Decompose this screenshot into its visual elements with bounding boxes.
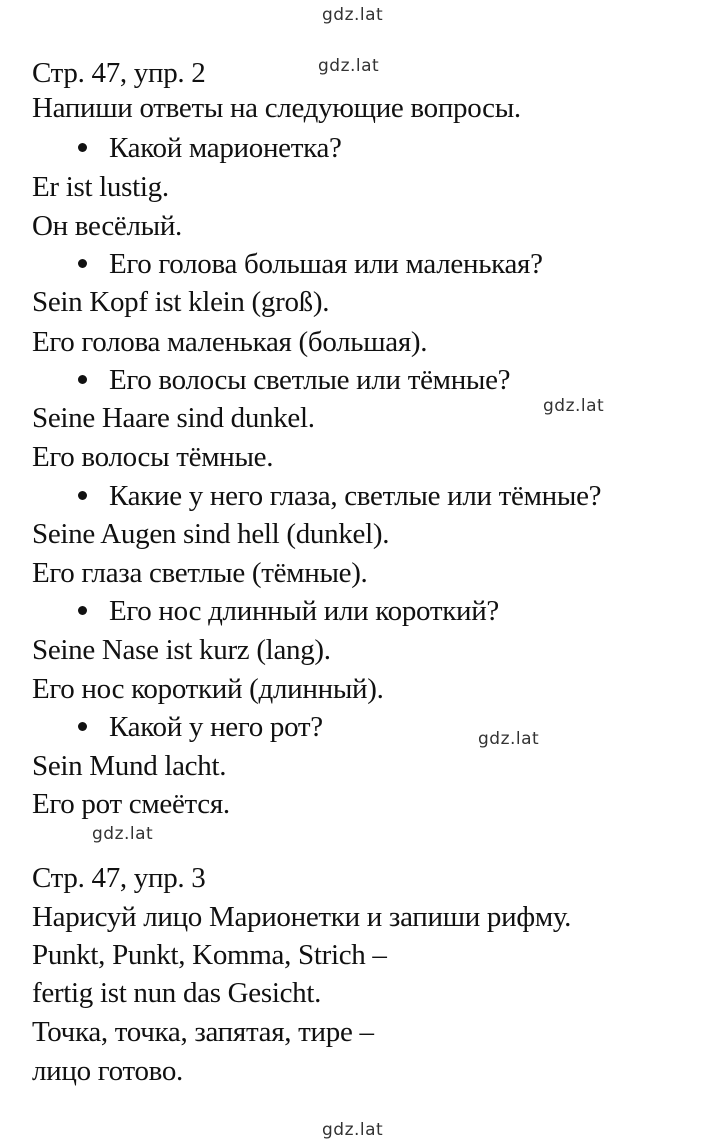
rhyme-line-1: Punkt, Punkt, Komma, Strich – <box>32 939 387 971</box>
answer-de-6: Sein Mund lacht. <box>32 750 227 782</box>
exercise3-header: Стр. 47, упр. 3 <box>32 862 206 894</box>
watermark-left: gdz.lat <box>92 824 154 844</box>
question-5 <box>78 595 499 627</box>
bullet-icon <box>78 259 87 268</box>
answer-de-4: Seine Augen sind hell (dunkel). <box>32 518 390 550</box>
bullet-icon <box>78 606 87 615</box>
watermark-bottom: gdz.lat <box>322 1120 384 1140</box>
question-1 <box>78 132 342 164</box>
answer-ru-6: Его рот смеётся. <box>32 788 230 820</box>
question-text: Какой у него рот? <box>109 711 323 743</box>
answer-ru-4: Его глаза светлые (тёмные). <box>32 557 368 589</box>
bullet-icon <box>78 143 87 152</box>
answer-de-1: Er ist lustig. <box>32 171 169 203</box>
question-6 <box>78 711 323 743</box>
question-text: Какие у него глаза, светлые или тёмные? <box>109 480 602 512</box>
watermark-middle: gdz.lat <box>543 396 605 416</box>
watermark-right: gdz.lat <box>478 729 540 749</box>
bullet-icon <box>78 491 87 500</box>
answer-de-2: Sein Kopf ist klein (groß). <box>32 286 330 318</box>
answer-ru-5: Его нос короткий (длинный). <box>32 673 384 705</box>
exercise3-instruction: Нарисуй лицо Марионетки и запиши рифму. <box>32 901 572 933</box>
question-text: Его голова большая или маленькая? <box>109 248 543 280</box>
watermark-top: gdz.lat <box>322 5 384 25</box>
question-4 <box>78 480 601 512</box>
watermark-header: gdz.lat <box>318 56 380 76</box>
question-2 <box>78 248 543 280</box>
rhyme-line-4: лицо готово. <box>32 1055 183 1087</box>
bullet-icon <box>78 375 87 384</box>
rhyme-line-2: fertig ist nun das Gesicht. <box>32 977 322 1009</box>
exercise2-instruction: Напиши ответы на следующие вопросы. <box>32 92 521 124</box>
bullet-icon <box>78 722 87 731</box>
rhyme-line-3: Точка, точка, запятая, тире – <box>32 1016 374 1048</box>
exercise2-header: Стр. 47, упр. 2 <box>32 57 206 89</box>
answer-de-5: Seine Nase ist kurz (lang). <box>32 634 331 666</box>
answer-de-3: Seine Haare sind dunkel. <box>32 402 315 434</box>
answer-ru-3: Его волосы тёмные. <box>32 441 274 473</box>
answer-ru-2: Его голова маленькая (большая). <box>32 326 428 358</box>
answer-ru-1: Он весёлый. <box>32 210 182 242</box>
question-3 <box>78 364 510 396</box>
question-text: Его волосы светлые или тёмные? <box>109 364 511 396</box>
question-text: Его нос длинный или короткий? <box>109 595 500 627</box>
question-text: Какой марионетка? <box>109 132 342 164</box>
